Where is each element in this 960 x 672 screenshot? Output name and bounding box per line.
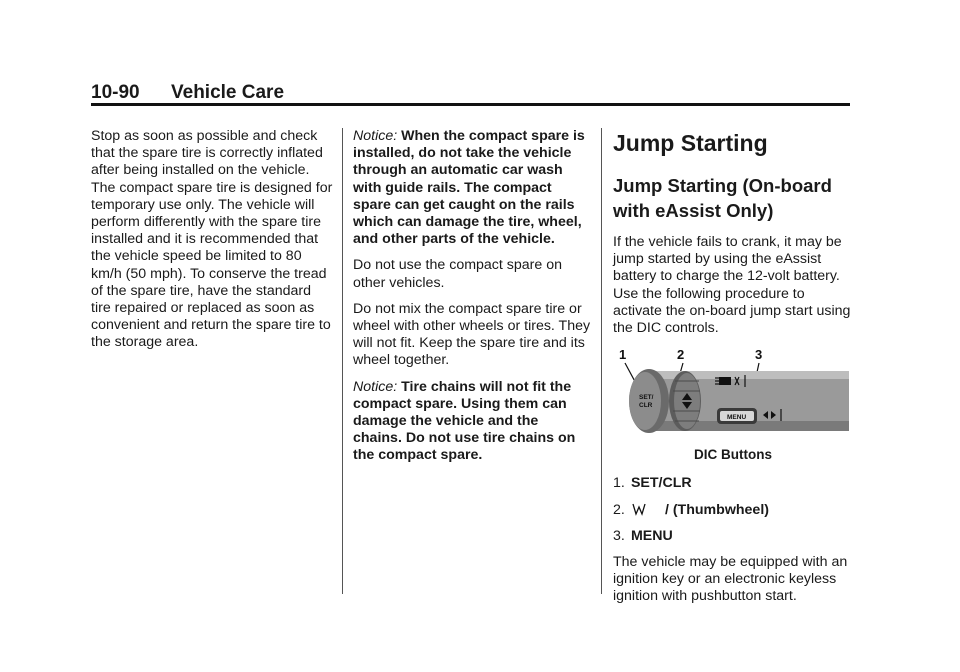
notice-label: Notice: [353,378,398,395]
notice-car-wash [353,128,591,248]
column-left [91,128,334,361]
spare-tire-paragraph: Stop as soon as possible and check that the spare tire is correctly inflated after being installed on the vehicle. The compact spare tire is designed for temporary use only. The vehicle will perform differently with the spare tire installed and it is recommended that the vehicle speed be limited to 80 km/h (50 mph). To conserve the tread of the spare tire, have the standard tire repaired or replaced as soon as convenient and return the spare tire to the storage area. [91,128,333,351]
section-title: Vehicle Care [171,82,285,103]
set-label: SET/ [639,394,654,402]
list-number: 3. [613,527,625,544]
column-divider [342,128,343,594]
header-rule [91,103,850,106]
notice-tire-chains [353,379,591,465]
menu-label: MENU [727,414,747,422]
notice-label: Notice: [353,128,398,144]
callout-3: 3 [755,347,763,363]
column-divider [601,128,602,594]
notice-text: Tire chains will not fit the compact spare. Using them can damage the vehicle and the chains. Do not use tire chains on the compact spare. [353,378,576,464]
paragraph-other-vehicles: Do not use the compact spare on other vehicles. [353,257,562,291]
clr-label: CLR [639,402,653,410]
callout-2: 2 [677,347,685,363]
figure-caption: DIC Buttons [694,447,772,463]
list-item [613,502,853,519]
list-item [613,528,853,545]
dic-buttons-figure [613,347,849,442]
subsection-heading: Jump Starting (On-board with eAssist Only) [613,175,832,221]
list-number: 1. [613,475,625,492]
callout-1: 1 [619,347,627,363]
list-label: MENU [630,527,673,544]
column-middle [353,128,591,474]
list-label: / (Thumbwheel) [664,501,769,518]
list-item [613,475,853,492]
section-heading: Jump Starting [613,130,768,156]
jump-start-intro: If the vehicle fails to crank, it may be jump started by using the eAssist battery to charge the 12-volt battery. Use the following procedure to activate the on-board jump start using the DIC controls. [613,234,851,337]
notice-text: When the compact spare is installed, do not take the vehicle through an automatic car wash with guide rails. The compact spare can get caught on the rails which can damage the tire, wheel, and other parts of the vehicle. [353,128,585,248]
ignition-paragraph: The vehicle may be equipped with an ignition key or an electronic keyless ignition with pushbutton start. [613,554,848,605]
column-right [613,128,853,615]
thumbwheel-arrows-icon [631,502,665,516]
list-label: SET/CLR [630,475,692,492]
dic-stalk-illustration [613,347,849,442]
paragraph-mix-wheels: Do not mix the compact spare tire or wheel with other wheels or tires. They will not fit. Keep the spare tire and its wheel together. [353,300,591,369]
list-number: 2. [613,501,625,518]
page-number: 10-90 [91,82,140,103]
